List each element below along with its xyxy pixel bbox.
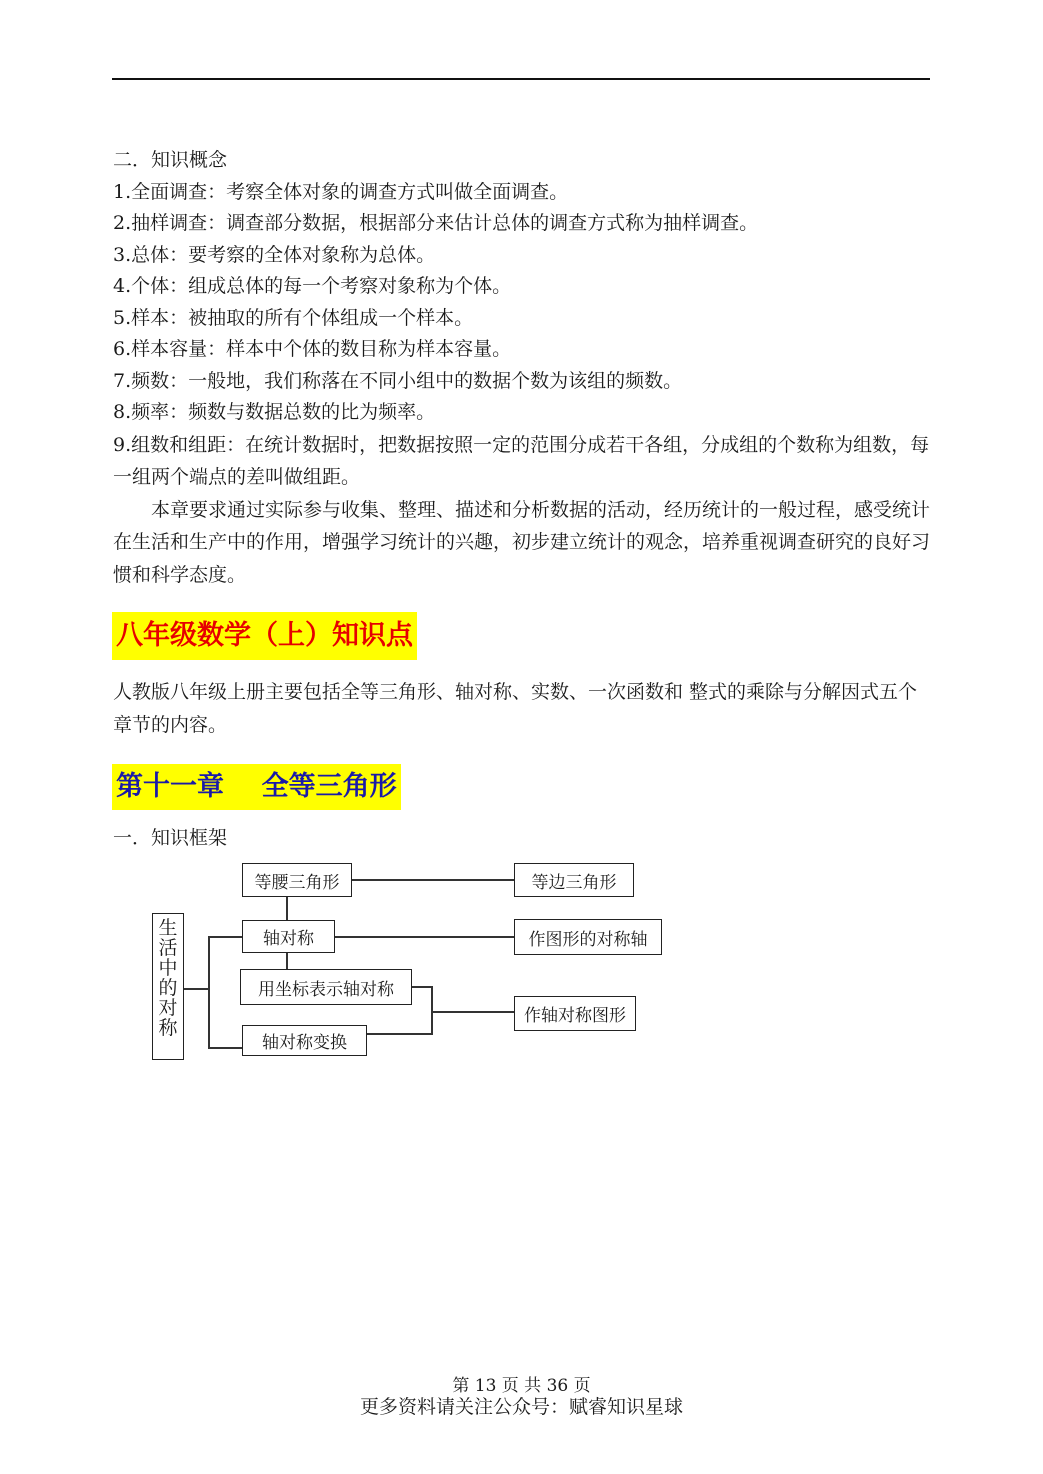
root-char: 活 xyxy=(158,937,178,959)
framework-heading: 一．知识框架 xyxy=(113,827,228,849)
box-axis-symmetry: 轴对称 xyxy=(242,920,335,953)
root-char: 的 xyxy=(158,977,178,999)
box-symmetry-transform: 轴对称变换 xyxy=(242,1025,367,1056)
concept-item: 7.频数：一般地，我们称落在不同小组中的数据个数为该组的频数。 xyxy=(113,369,683,392)
connector-line xyxy=(208,936,210,1049)
concept-item: 8.频率：频数与数据总数的比为频率。 xyxy=(113,401,436,423)
root-char: 生 xyxy=(158,917,178,939)
connector-line xyxy=(411,986,433,988)
connector-line xyxy=(366,1033,433,1035)
grade-heading: 八年级数学（上）知识点 xyxy=(112,612,417,660)
concept-item: 6.样本容量：样本中个体的数目称为样本容量。 xyxy=(113,338,512,360)
page-number: 第 13 页 共 36 页 xyxy=(452,1376,591,1396)
box-isosceles-triangle: 等腰三角形 xyxy=(242,863,352,897)
connector-line xyxy=(208,936,242,938)
footer-promo: 更多资料请关注公众号：赋睿知识星球 xyxy=(359,1396,683,1418)
concept-item: 3.总体：要考察的全体对象称为总体。 xyxy=(113,243,436,266)
chapter-heading: 第十一章 全等三角形 xyxy=(112,764,401,810)
root-char: 对 xyxy=(158,997,178,1019)
concept-item: 2.抽样调查：调查部分数据，根据部分来估计总体的调查方式称为抽样调查。 xyxy=(113,212,759,234)
concept-item: 9.组数和组距：在统计数据时，把数据按照一定的范围分成若干各组，分成组的个数称为组数，每一组两个端点的差叫做组距。 xyxy=(113,433,930,488)
connector-line xyxy=(182,988,210,990)
connector-line xyxy=(286,952,288,970)
connector-line xyxy=(350,879,515,881)
section-heading: 二．知识概念 xyxy=(113,149,228,171)
box-coordinate-symmetry: 用坐标表示轴对称 xyxy=(240,969,412,1005)
box-draw-symmetry-axis: 作图形的对称轴 xyxy=(514,919,662,955)
knowledge-concepts xyxy=(113,145,931,591)
root-char: 称 xyxy=(158,1017,178,1039)
box-draw-symmetric-figure: 作轴对称图形 xyxy=(514,996,636,1031)
box-equilateral-triangle: 等边三角形 xyxy=(514,863,634,897)
root-box-daily-symmetry xyxy=(152,913,184,1060)
grade-intro: 人教版八年级上册主要包括全等三角形、轴对称、实数、一次函数和 整式的乘除与分解因式五个章节的内容。 xyxy=(113,681,918,736)
header-rule xyxy=(112,78,930,80)
concept-item: 1.全面调查：考察全体对象的调查方式叫做全面调查。 xyxy=(113,180,569,203)
concept-item: 4.个体：组成总体的每一个考察对象称为个体。 xyxy=(113,275,512,297)
chapter-summary: 本章要求通过实际参与收集、整理、描述和分析数据的活动，经历统计的一般过程，感受统计在生活和生产中的作用，增强学习统计的兴趣，初步建立统计的观念，培养重视调查研究的良好习惯和科学态度。 xyxy=(113,498,931,586)
root-char: 中 xyxy=(158,957,178,979)
connector-line xyxy=(286,896,288,922)
connector-line xyxy=(208,1047,242,1049)
knowledge-framework-diagram xyxy=(110,855,670,1070)
connector-line xyxy=(431,1011,515,1013)
connector-line xyxy=(333,936,515,938)
concept-item: 5.样本：被抽取的所有个体组成一个样本。 xyxy=(113,306,474,329)
